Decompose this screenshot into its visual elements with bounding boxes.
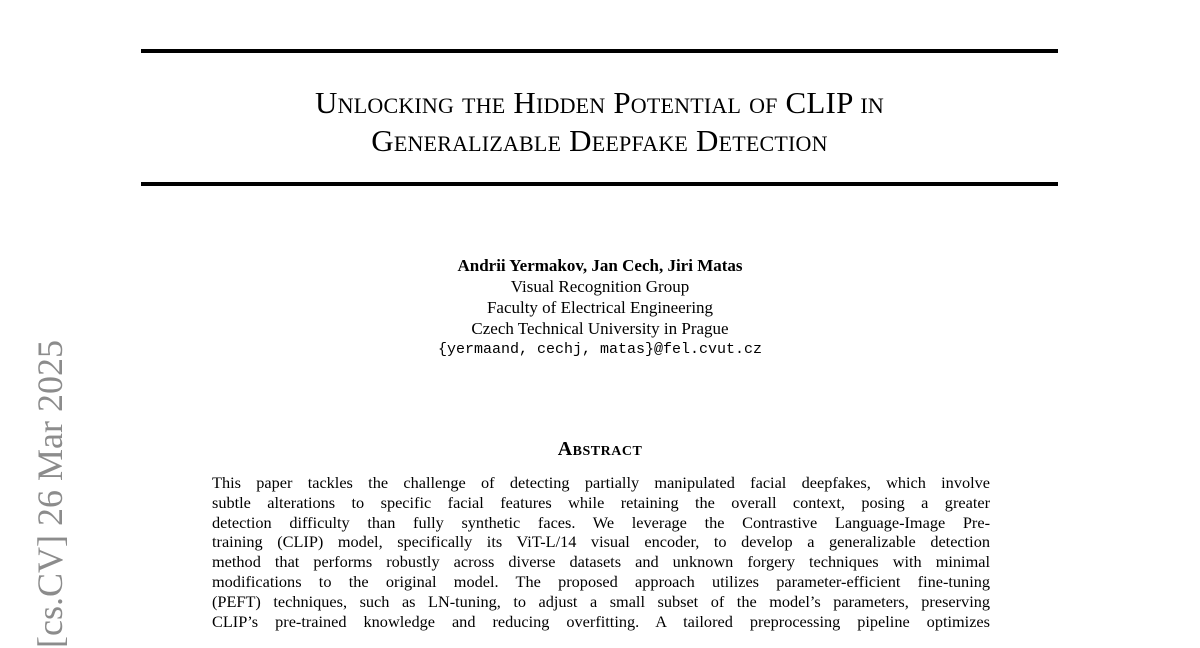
author-names: Andrii Yermakov, Jan Cech, Jiri Matas bbox=[457, 256, 743, 275]
abstract-line: training (CLIP) model, specifically its ViT-L/14 visual encoder, to develop a generalizable detection bbox=[212, 532, 990, 552]
abstract-body bbox=[212, 473, 990, 631]
title-line-2: Generalizable Deepfake Detection bbox=[371, 123, 828, 158]
abstract-line: CLIP’s pre-trained knowledge and reducing overfitting. A tailored preprocessing pipeline optimizes bbox=[212, 611, 990, 631]
affiliation-faculty: Faculty of Electrical Engineering bbox=[486, 298, 714, 317]
abstract-line: modifications to the original model. The proposed approach utilizes parameter-efficient fine-tuning bbox=[212, 571, 990, 591]
paper-title bbox=[141, 84, 1058, 160]
title-top-rule bbox=[141, 49, 1058, 53]
author-block bbox=[300, 255, 900, 360]
affiliation-group: Visual Recognition Group bbox=[510, 277, 690, 296]
title-bottom-rule bbox=[141, 182, 1058, 186]
abstract-line: method that performs robustly across diverse datasets and unknown forgery techniques with minimal bbox=[212, 552, 990, 572]
abstract-line: detection difficulty than fully synthetic faces. We leverage the Contrastive Language-Image Pre- bbox=[212, 512, 990, 532]
abstract-line: subtle alterations to specific facial features while retaining the overall context, posing a greater bbox=[212, 492, 990, 512]
title-line-1: Unlocking the Hidden Potential of CLIP in bbox=[315, 85, 884, 120]
abstract-line: This paper tackles the challenge of detecting partially manipulated facial deepfakes, which involve bbox=[212, 473, 990, 492]
abstract-heading: Abstract bbox=[557, 438, 643, 460]
abstract-line: (PEFT) techniques, such as LN-tuning, to adjust a small subset of the model’s parameters, preserving bbox=[212, 591, 990, 611]
affiliation-university: Czech Technical University in Prague bbox=[471, 319, 729, 338]
author-email: {yermaand, cechj, matas}@fel.cvut.cz bbox=[437, 341, 763, 358]
arxiv-side-stamp: [cs.CV] 26 Mar 2025 bbox=[30, 340, 70, 648]
